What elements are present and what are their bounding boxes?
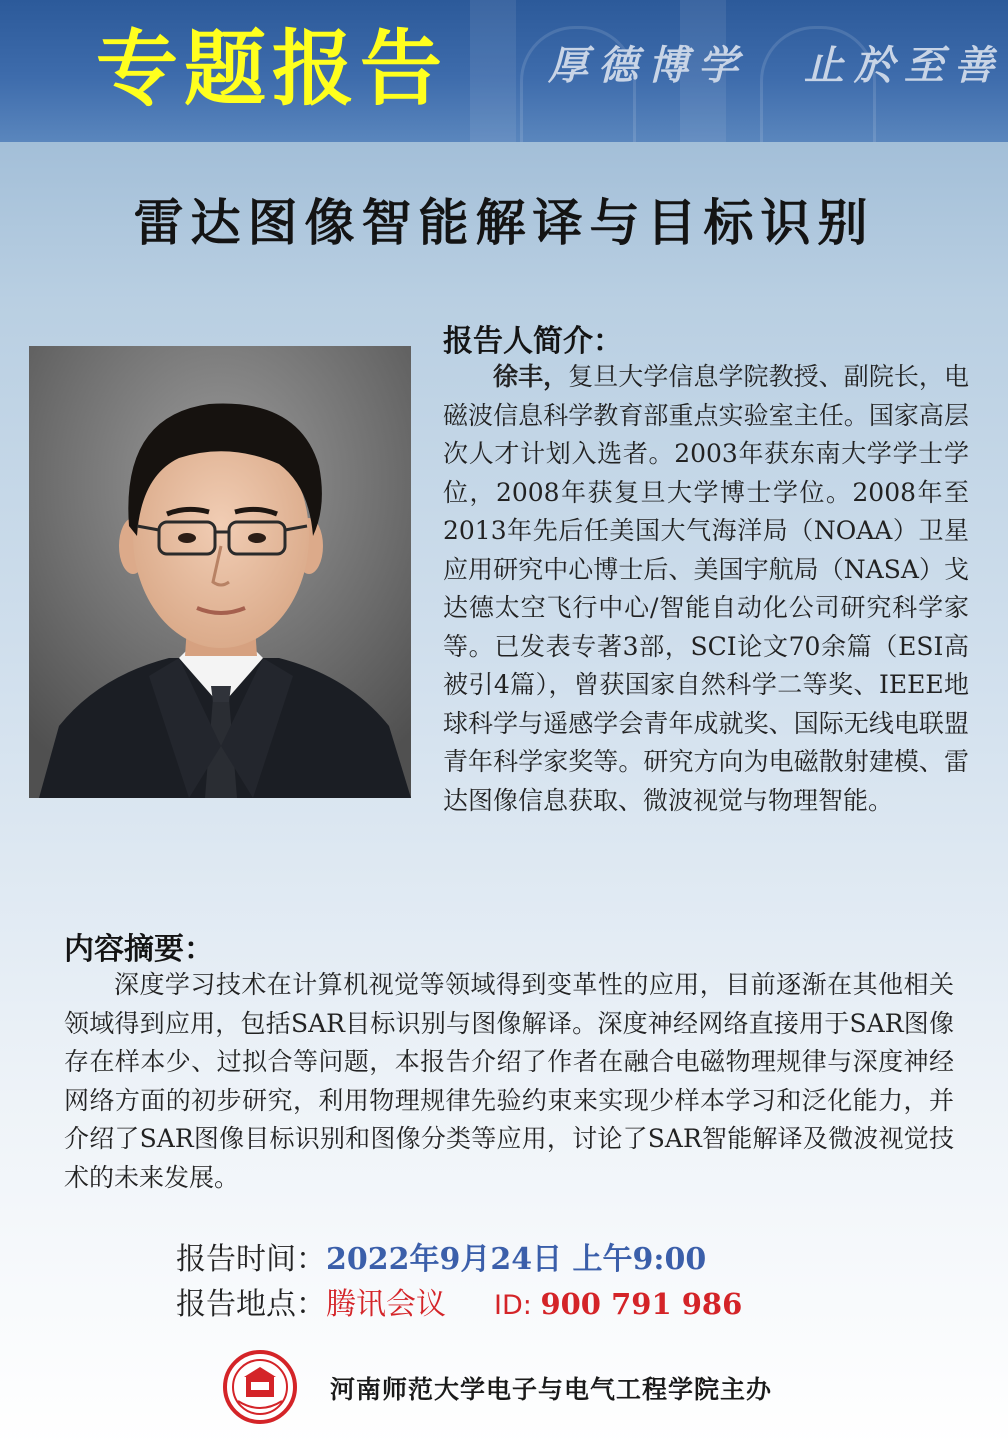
speaker-heading: 报告人简介：	[443, 324, 623, 359]
place-label: 报告地点：	[176, 1287, 326, 1322]
abstract-heading: 内容摘要：	[64, 932, 214, 967]
place-value: 腾讯会议	[326, 1287, 446, 1322]
speaker-bio	[443, 358, 969, 820]
report-time-line	[176, 1238, 706, 1282]
report-place-line	[176, 1282, 742, 1328]
header-banner	[0, 0, 1008, 142]
speaker-name: 徐丰，	[493, 362, 569, 391]
motto-right: 止於至善	[804, 42, 1004, 89]
time-label: 报告时间：	[176, 1242, 326, 1277]
abstract-text: 深度学习技术在计算机视觉等领域得到变革性的应用，目前逐渐在其他相关领域得到应用，包括SAR目标识别与图像解译。深度神经网络直接用于SAR图像存在样本少、过拟合等问题，本报告介绍了作者在融合电磁物理规律与深度神经网络方面的初步研究，利用物理规律先验约束来实现少样本学习和泛化能力，并介绍了SAR图像目标识别和图像分类等应用，讨论了SAR智能解译及微波视觉技术的未来发展。	[64, 970, 954, 1192]
report-title: 雷达图像智能解译与目标识别	[133, 194, 875, 252]
meeting-id-label: ID:	[494, 1290, 532, 1321]
time-value: 2022年9月24日 上午9:00	[326, 1242, 707, 1277]
organizer-text: 河南师范大学电子与电气工程学院主办	[330, 1375, 773, 1404]
speaker-photo	[29, 346, 411, 798]
banner-title: 专题报告	[96, 22, 449, 117]
motto-left: 厚德博学	[548, 42, 748, 89]
speaker-bio-text: 复旦大学信息学院教授、副院长，电磁波信息科学教育部重点实验室主任。国家高层次人才计划入选者。2003年获东南大学学士学位，2008年获复旦大学博士学位。2008年至2013年先后任美国大气海洋局（NOAA）卫星应用研究中心博士后、美国宇航局（NASA）戈达德太空飞行中心/智能自动化公司研究科学家等。已发表专著3部，SCI论文70余篇（ESI高被引4篇），曾获国家自然科学二等奖、IEEE地球科学与遥感学会青年成就奖、国际无线电联盟青年科学家奖等。研究方向为电磁散射建模、雷达图像信息获取、微波视觉与物理智能。	[443, 362, 969, 815]
portrait-illustration	[29, 346, 411, 798]
banner-pillar	[470, 0, 516, 142]
university-seal-icon	[222, 1349, 298, 1425]
meeting-id: 900 791 986	[540, 1287, 743, 1321]
